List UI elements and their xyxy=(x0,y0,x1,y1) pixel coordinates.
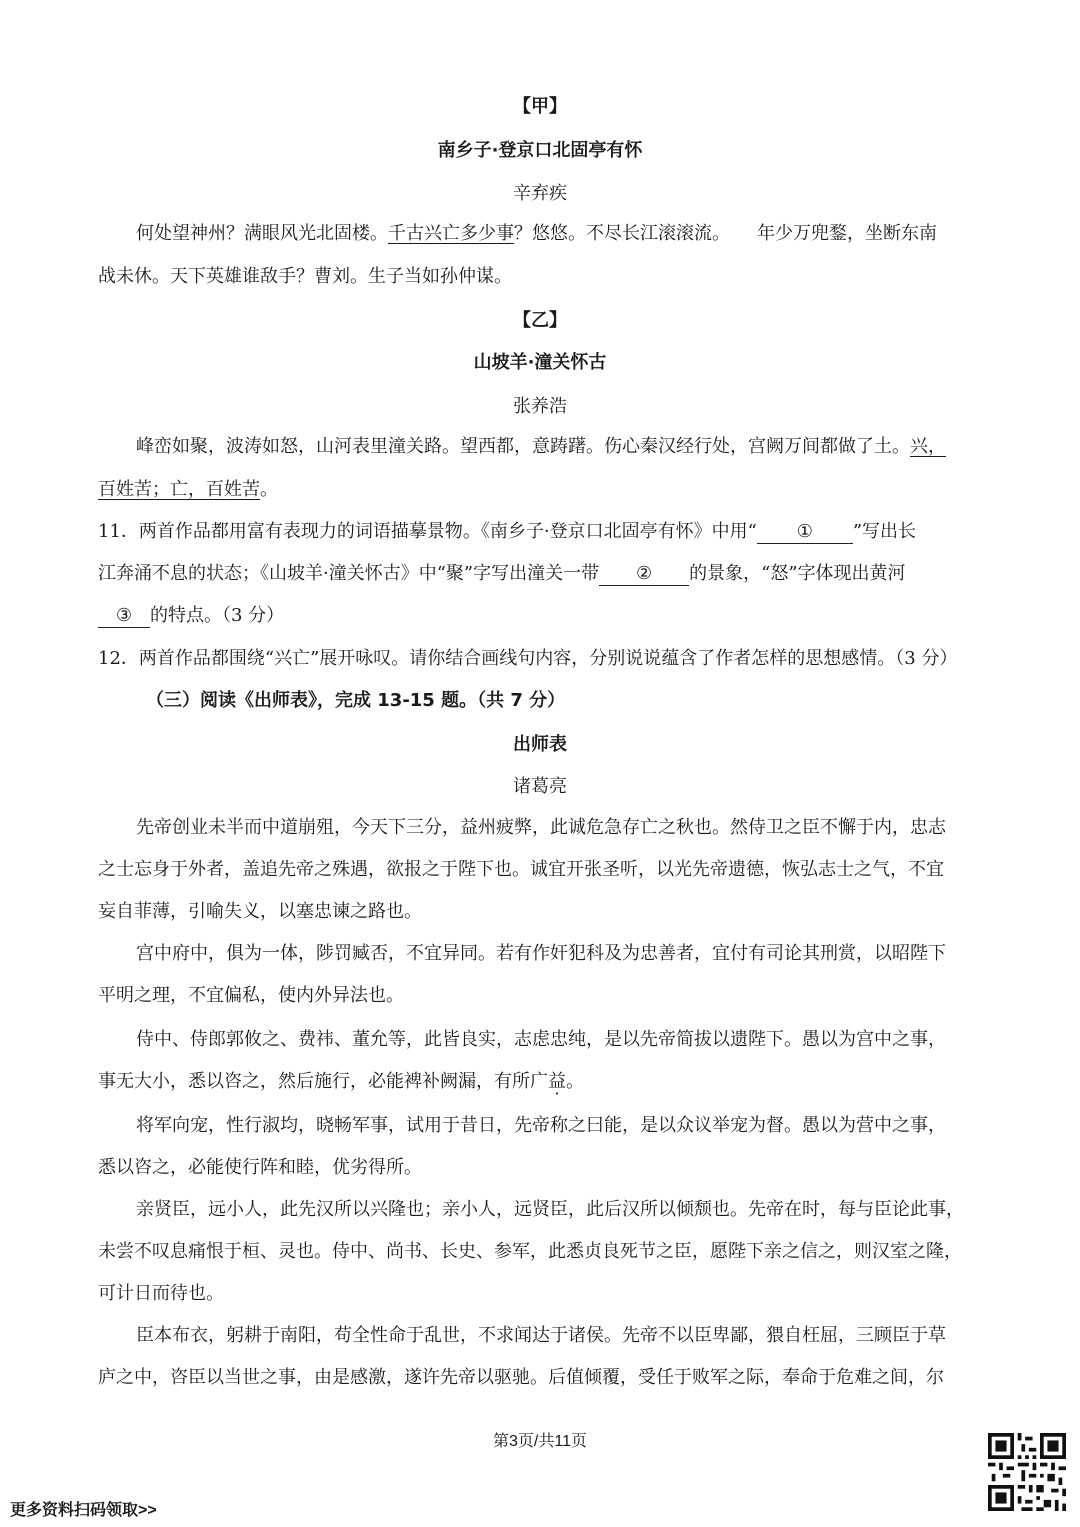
para-1-line-2: 之士忘身于外者，盖追先帝之殊遇，欲报之于陛下也。诚宜开张圣听，以光先帝遗德，恢弘志士之气，不宜 xyxy=(98,859,944,880)
page-number: 第3页/共11页 xyxy=(493,1433,587,1450)
blank-1: ① xyxy=(757,521,853,544)
poem-a-title: 南乡子·登京口北固亭有怀 xyxy=(437,140,643,161)
chushibiao-author: 诸葛亮 xyxy=(513,776,567,797)
poem-a-line-2: 战未休。天下英雄谁敌手？曹刘。生子当如孙仲谋。 xyxy=(98,266,512,287)
q11-line-2: 江奔涌不息的状态；《山坡羊·潼关怀古》中“聚”字写出潼关一带 ② 的景象，“怒”字体现出黄河 xyxy=(98,563,906,584)
para-4-line-1: 将军向宠，性行淑均，晓畅军事，试用于昔日，先帝称之曰能，是以众议举宠为督。愚以为营中之事， xyxy=(136,1115,946,1136)
poem-a-tag: 【甲】 xyxy=(513,96,567,117)
underlined-sentence: 百姓苦；亡，百姓苦 xyxy=(98,479,260,500)
poem-b-author: 张养浩 xyxy=(513,396,567,417)
q11-line-1: 11．两首作品都用富有表现力的词语描摹景物。《南乡子·登京口北固亭有怀》中用“ ① ”写出长 xyxy=(98,521,917,542)
blank-3: ③ xyxy=(98,605,150,628)
q11-line-3: ③ 的特点。（3 分） xyxy=(98,602,984,630)
poem-a-author: 辛弃疾 xyxy=(513,183,567,204)
poem-b-title: 山坡羊·潼关怀古 xyxy=(473,352,607,373)
para-2-line-2: 平明之理，不宜偏私，使内外异法也。 xyxy=(98,985,404,1006)
para-3-line-2: 事无大小，悉以咨之，然后施行，必能裨补阙漏，有所广益。 xyxy=(98,1071,584,1092)
blank-2: ② xyxy=(599,563,689,586)
para-4-line-2: 悉以咨之，必能使行阵和睦，优劣得所。 xyxy=(98,1157,422,1178)
para-5-line-2: 未尝不叹息痛恨于桓、灵也。侍中、尚书、长史、参军，此悉贞良死节之臣，愿陛下亲之信之，则汉室之隆， xyxy=(98,1241,962,1262)
para-1-line-1: 先帝创业未半而中道崩殂，今天下三分，益州疲弊，此诚危急存亡之秋也。然侍卫之臣不懈于内，忠志 xyxy=(136,817,946,838)
qr-code-icon[interactable] xyxy=(988,1432,1066,1512)
poem-b-tag: 【乙】 xyxy=(513,310,567,331)
poem-a-line-1: 何处望神州？满眼风光北固楼。千古兴亡多少事？悠悠。不尽长江滚滚流。 年少万兜鍪，坐断东南 xyxy=(136,223,937,244)
para-2-line-1: 宫中府中，俱为一体，陟罚臧否，不宜异同。若有作奸犯科及为忠善者，宜付有司论其刑赏，以昭陛下 xyxy=(136,943,946,964)
para-6-line-1: 臣本布衣，躬耕于南阳，苟全性命于乱世，不求闻达于诸侯。先帝不以臣卑鄙，猥自枉屈，三顾臣于草 xyxy=(136,1325,946,1346)
para-1-line-3: 妄自菲薄，引喻失义，以塞忠谏之路也。 xyxy=(98,901,422,922)
section-3-heading: （三）阅读《出师表》，完成 13-15 题。（共 7 分） xyxy=(146,690,566,711)
para-5-line-1: 亲贤臣，远小人，此先汉所以兴隆也；亲小人，远贤臣，此后汉所以倾颓也。先帝在时，每与臣论此事， xyxy=(136,1199,964,1220)
para-5-line-3: 可计日而待也。 xyxy=(98,1283,224,1304)
underlined-sentence: 千古兴亡多少事 xyxy=(388,223,514,244)
emphasis-dot-char: 益 xyxy=(548,1071,566,1092)
poem-b-line-2: 百姓苦；亡，百姓苦。 xyxy=(98,479,278,500)
para-6-line-2: 庐之中，咨臣以当世之事，由是感激，遂许先帝以驱驰。后值倾覆，受任于败军之际，奉命于危难之间，尔 xyxy=(98,1367,944,1388)
q12: 12．两首作品都围绕“兴亡”展开咏叹。请你结合画线句内容，分别说说蕴含了作者怎样的思想感情。（3 分） xyxy=(98,648,958,669)
chushibiao-title: 出师表 xyxy=(513,734,567,755)
more-resources-link[interactable]: 更多资料扫码领取>> xyxy=(10,1502,157,1519)
underlined-sentence: 兴， xyxy=(910,436,946,457)
para-3-line-1: 侍中、侍郎郭攸之、费祎、董允等，此皆良实，志虑忠纯，是以先帝简拔以遗陛下。愚以为宫中之事， xyxy=(136,1029,946,1050)
poem-b-line-1: 峰峦如聚，波涛如怒，山河表里潼关路。望西都，意踌躇。伤心秦汉经行处，宫阙万间都做了土。兴， xyxy=(136,436,946,457)
